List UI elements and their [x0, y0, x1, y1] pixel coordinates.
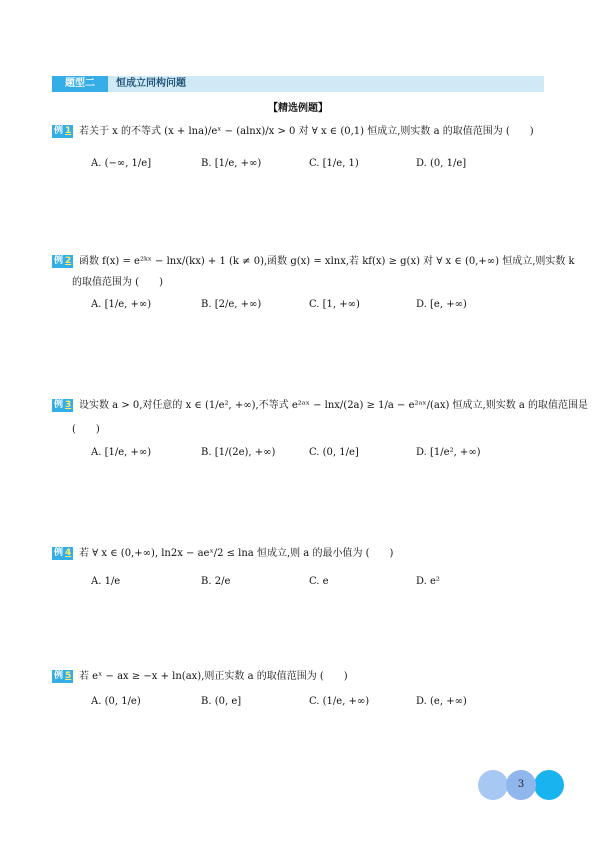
page-number-badge — [478, 770, 564, 800]
option-b: B. 2/e — [201, 576, 231, 587]
question-stem-cont: 的取值范围为 ( ) — [72, 277, 163, 288]
option-c: C. [1, +∞) — [309, 299, 360, 310]
decor-circle — [478, 770, 508, 800]
question-stem-cont: ( ) — [72, 424, 100, 435]
question-stem: 设实数 a > 0,对任意的 x ∈ (1/e², +∞),不等式 e²ᵃˣ − lnx/(2a) ≥ 1/a − e²ᵃˣ/(ax) 恒成立,则实数 a 的取值范围是 — [79, 400, 589, 411]
option-b: B. [1/(2e), +∞) — [201, 447, 276, 458]
option-d: D. [1/e², +∞) — [416, 447, 481, 458]
page-number: 3 — [517, 779, 525, 790]
option-a: A. (−∞, 1/e] — [91, 158, 152, 169]
section-title: 恒成立同构问题 — [116, 78, 186, 89]
decor-circle — [534, 770, 564, 800]
example-tag: 例 3 — [54, 400, 72, 410]
example-tag: 例 2 — [54, 256, 72, 266]
question-stem: 若 ∀ x ∈ (0,+∞), ln2x − aeˣ/2 ≤ lna 恒成立,则 a 的最小值为 ( ) — [79, 548, 394, 559]
option-d: D. [e, +∞) — [416, 299, 467, 310]
option-d: D. e² — [416, 576, 440, 587]
option-c: C. (1/e, +∞) — [309, 696, 370, 707]
question-stem: 函数 f(x) = e²ᵏˣ − lnx/(kx) + 1 (k ≠ 0),函数 g(x) = xlnx,若 kf(x) ≥ g(x) 对 ∀ x ∈ (0,+∞) 恒成立,则实数 k — [79, 256, 575, 267]
section-header — [52, 76, 544, 92]
option-b: B. (0, e] — [201, 696, 242, 707]
option-c: C. (0, 1/e] — [309, 447, 359, 458]
question-stem: 若 eˣ − ax ≥ −x + ln(ax),则正实数 a 的取值范围为 ( ) — [79, 671, 348, 682]
option-a: A. [1/e, +∞) — [91, 299, 152, 310]
option-d: D. (e, +∞) — [416, 696, 467, 707]
example-tag: 例 4 — [54, 548, 72, 558]
section-tag: 题型二 — [52, 76, 108, 92]
subheading: 【精选例题】 — [268, 103, 328, 114]
option-a: A. 1/e — [91, 576, 121, 587]
option-b: B. [1/e, +∞) — [201, 158, 262, 169]
option-c: C. e — [309, 576, 329, 587]
option-b: B. [2/e, +∞) — [201, 299, 262, 310]
option-c: C. [1/e, 1) — [309, 158, 359, 169]
example-tag: 例 1 — [54, 126, 72, 136]
option-a: A. [1/e, +∞) — [91, 447, 152, 458]
example-tag: 例 5 — [54, 671, 72, 681]
option-a: A. (0, 1/e) — [91, 696, 141, 707]
question-stem: 若关于 x 的不等式 (x + lna)/eˣ − (alnx)/x > 0 对 ∀ x ∈ (0,1) 恒成立,则实数 a 的取值范围为 ( ) — [79, 126, 534, 137]
option-d: D. (0, 1/e] — [416, 158, 467, 169]
